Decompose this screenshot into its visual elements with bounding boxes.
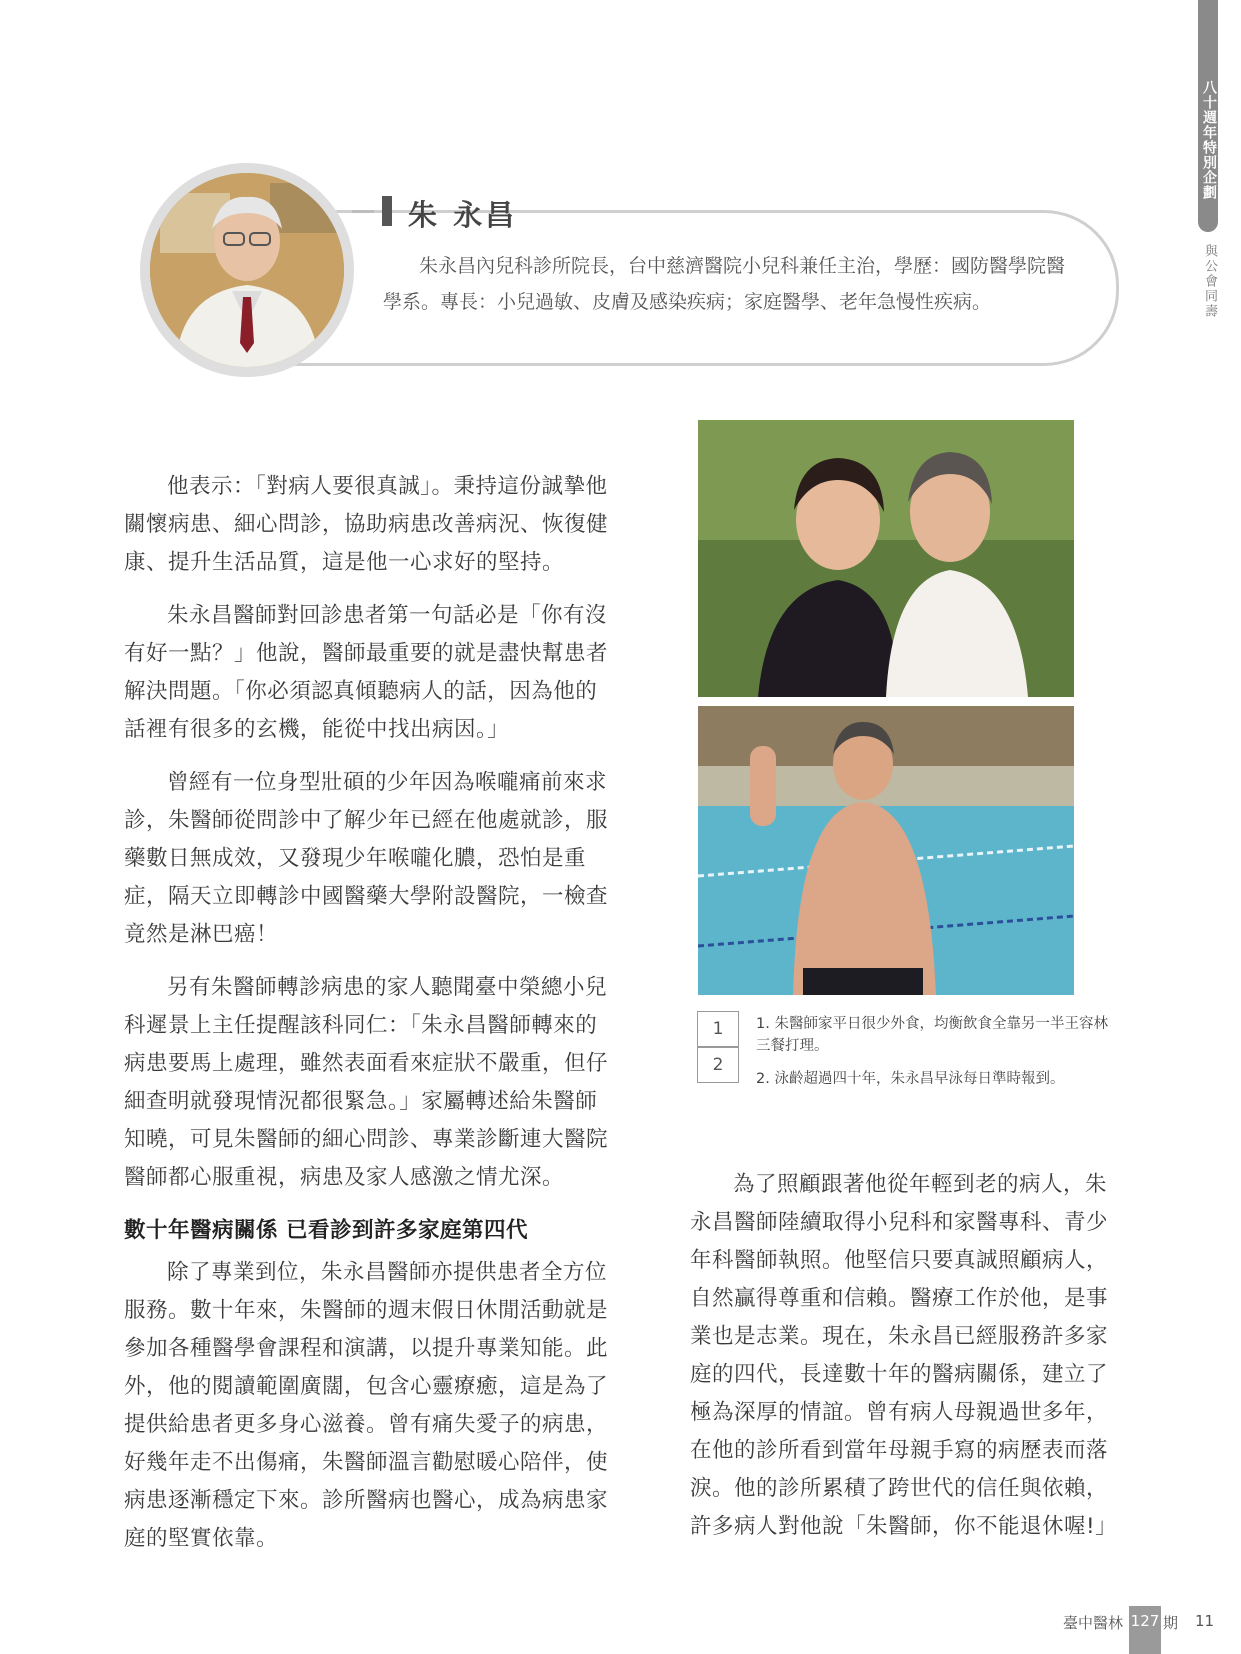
paragraph: 為了照顧跟著他從年輕到老的病人，朱永昌醫師陸續取得小兒科和家醫專科、青少年科醫師執照。他堅信只要真誠照顧病人，自然贏得尊重和信賴。醫療工作於他，是事業也是志業。現在，朱永昌已經服務許多家庭的四代，長達數十年的醫病關係，建立了極為深厚的情誼。曾有病人母親過世多年，在他的診所看到當年母親手寫的病歷表而落淚。他的診所累積了跨世代的信任與依賴，許多病人對他說「朱醫師，你不能退休喔!」 bbox=[690, 1172, 1118, 1539]
side-tab-title: 八十週年特別企劃 bbox=[1201, 80, 1217, 200]
footer-magazine: 臺中醫林 bbox=[1063, 1614, 1124, 1632]
side-tab-subtitle: 與公會同壽 bbox=[1202, 244, 1217, 319]
paragraph: 另有朱醫師轉診病患的家人聽聞臺中榮總小兒科遲景上主任提醒該科同仁：「朱永昌醫師轉來的病患要馬上處理，雖然表面看來症狀不嚴重，但仔細查明就發現情況都很緊急。」家屬轉述給朱醫師知曉，可見朱醫師的細心問診、專業診斷連大醫院醫師都心服重視，病患及家人感激之情尤深。 bbox=[124, 975, 609, 1190]
caption-number-2: 2 bbox=[697, 1047, 739, 1083]
caption-number-1: 1 bbox=[697, 1011, 739, 1047]
paragraph: 除了專業到位，朱永昌醫師亦提供患者全方位服務。數十年來，朱醫師的週末假日休閒活動就是參加各種醫學會課程和演講，以提升專業知能。此外，他的閱讀範圍廣闊，包含心靈療癒，這是為了提供給患者更多身心滋養。曾有痛失愛子的病患，好幾年走不出傷痛，朱醫師溫言勸慰暖心陪伴，使病患逐漸穩定下來。診所醫病也醫心，成為病患家庭的堅實依靠。 bbox=[124, 1260, 609, 1551]
swimming-photo bbox=[698, 706, 1074, 995]
couple-illustration bbox=[698, 420, 1074, 697]
caption-2: 2. 泳齡超過四十年，朱永昌早泳每日準時報到。 bbox=[756, 1071, 1065, 1087]
page-number: 11 bbox=[1195, 1612, 1215, 1630]
right-column bbox=[690, 1166, 1122, 1561]
paragraph: 朱永昌醫師對回診患者第一句話必是「你有沒有好一點？」他說，醫師最重要的就是盡快幫患者解決問題。「你必須認真傾聽病人的話，因為他的話裡有很多的玄機，能從中找出病因。」 bbox=[124, 603, 609, 742]
footer-issue: 127 bbox=[1129, 1606, 1161, 1654]
name-connector-line bbox=[352, 210, 374, 213]
pool-illustration bbox=[698, 706, 1074, 995]
portrait-illustration bbox=[150, 173, 344, 367]
caption-1: 1. 朱醫師家平日很少外食，均衡飲食全靠另一半王容林三餐打理。 bbox=[756, 1016, 1108, 1054]
footer-period: 期 bbox=[1163, 1614, 1179, 1632]
paragraph: 他表示：「對病人要很真誠」。秉持這份誠摯他關懷病患、細心問診，協助病患改善病況、恢復健康、提升生活品質，這是他一心求好的堅持。 bbox=[124, 474, 609, 575]
couple-photo bbox=[698, 420, 1074, 697]
portrait-photo bbox=[150, 173, 344, 367]
paragraph: 曾經有一位身型壯碩的少年因為喉嚨痛前來求診，朱醫師從問診中了解少年已經在他處就診，服藥數日無成效，又發現少年喉嚨化膿，恐怕是重症，隔天立即轉診中國醫藥大學附設醫院，一檢查竟然是淋巴癌！ bbox=[124, 770, 609, 947]
doctor-bio: 朱永昌內兒科診所院長，台中慈濟醫院小兒科兼任主治，學歷：國防醫學院醫學系。專長：小兒過敏、皮膚及感染疾病；家庭醫學、老年急慢性疾病。 bbox=[383, 255, 1066, 313]
section-heading: 數十年醫病關係 已看診到許多家庭第四代 bbox=[124, 1218, 528, 1243]
doctor-name: 朱 永昌 bbox=[408, 198, 518, 232]
left-column bbox=[124, 468, 609, 1573]
name-accent-bar bbox=[382, 196, 392, 226]
